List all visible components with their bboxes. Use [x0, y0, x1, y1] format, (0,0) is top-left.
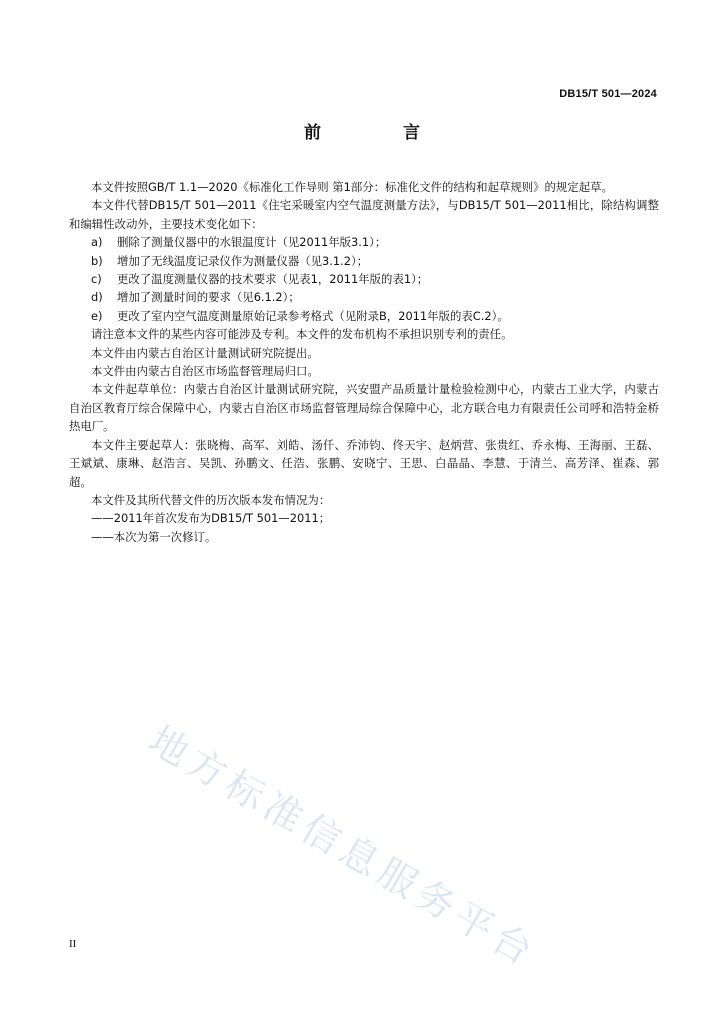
- change-text: 更改了室内空气温度测量原始记录参考格式（见附录B，2011年版的表C.2）。: [117, 308, 509, 323]
- paragraph-drafting-units: 本文件起草单位：内蒙古自治区计量测试研究院，兴安盟产品质量计量检验检测中心，内蒙古工业大学，内蒙古自治区教育厅综合保障中心，内蒙古自治区市场监督管理局综合保障中心，北方联合电力有限责任公司呼和浩特金桥热电厂。: [69, 382, 659, 434]
- document-code: DB15/T 501—2024: [559, 88, 657, 100]
- change-text: 删除了测量仪器中的水银温度计（见2011年版3.1）；: [117, 235, 387, 250]
- history-item: ——2011年首次发布为DB15/T 501—2011；: [91, 511, 331, 526]
- change-marker: c): [91, 272, 102, 287]
- paragraph-drafting-rules: 本文件按照GB/T 1.1—2020《标准化工作导则 第1部分：标准化文件的结构和起草规则》的规定起草。: [91, 180, 613, 194]
- change-item: [69, 233, 659, 251]
- paragraph-patent-notice: 请注意本文件的某些内容可能涉及专利。本文件的发布机构不承担识别专利的责任。: [91, 327, 513, 342]
- change-marker: d): [91, 290, 103, 305]
- change-item: [69, 252, 659, 270]
- page-number: II: [69, 938, 77, 950]
- change-text: 增加了无线温度记录仪作为测量仪器（见3.1.2）；: [117, 253, 369, 268]
- change-marker: e): [91, 308, 103, 323]
- change-marker: b): [91, 253, 103, 268]
- change-item: [69, 288, 659, 306]
- paragraph-history-intro: 本文件及其所代替文件的历次版本发布情况为：: [91, 492, 331, 507]
- change-item: [69, 307, 659, 325]
- change-text: 更改了温度测量仪器的技术要求（见表1，2011年版的表1）；: [117, 272, 429, 287]
- history-item: ——本次为第一次修订。: [91, 529, 217, 544]
- paragraph-proposer: 本文件由内蒙古自治区计量测试研究院提出。: [91, 345, 319, 360]
- watermark: 地方标准信息服务平台: [141, 717, 545, 976]
- foreword-body: [69, 178, 659, 546]
- paragraph-drafters: 本文件主要起草人：张晓梅、高军、刘皓、汤仟、乔沛钧、佟天宇、赵炳营、张贵红、乔永梅、王海丽、王磊、王斌斌、康琳、赵浩言、吴凯、孙鹏文、任浩、张鹏、安晓宁、王思、白晶晶、李慧、于清兰、高芳泽、崔森、郭超。: [69, 437, 659, 489]
- paragraph-administrator: 本文件由内蒙古自治区市场监督管理局归口。: [91, 364, 319, 379]
- change-text: 增加了测量时间的要求（见6.1.2）；: [117, 290, 300, 305]
- change-marker: a): [91, 235, 103, 250]
- change-item: [69, 270, 659, 288]
- page-title: 前 言: [304, 123, 458, 143]
- paragraph-replacement: 本文件代替DB15/T 501—2011《住宅采暖室内空气温度测量方法》，与DB15/T 501—2011相比，除结构调整和编辑性改动外，主要技术变化如下：: [69, 198, 659, 231]
